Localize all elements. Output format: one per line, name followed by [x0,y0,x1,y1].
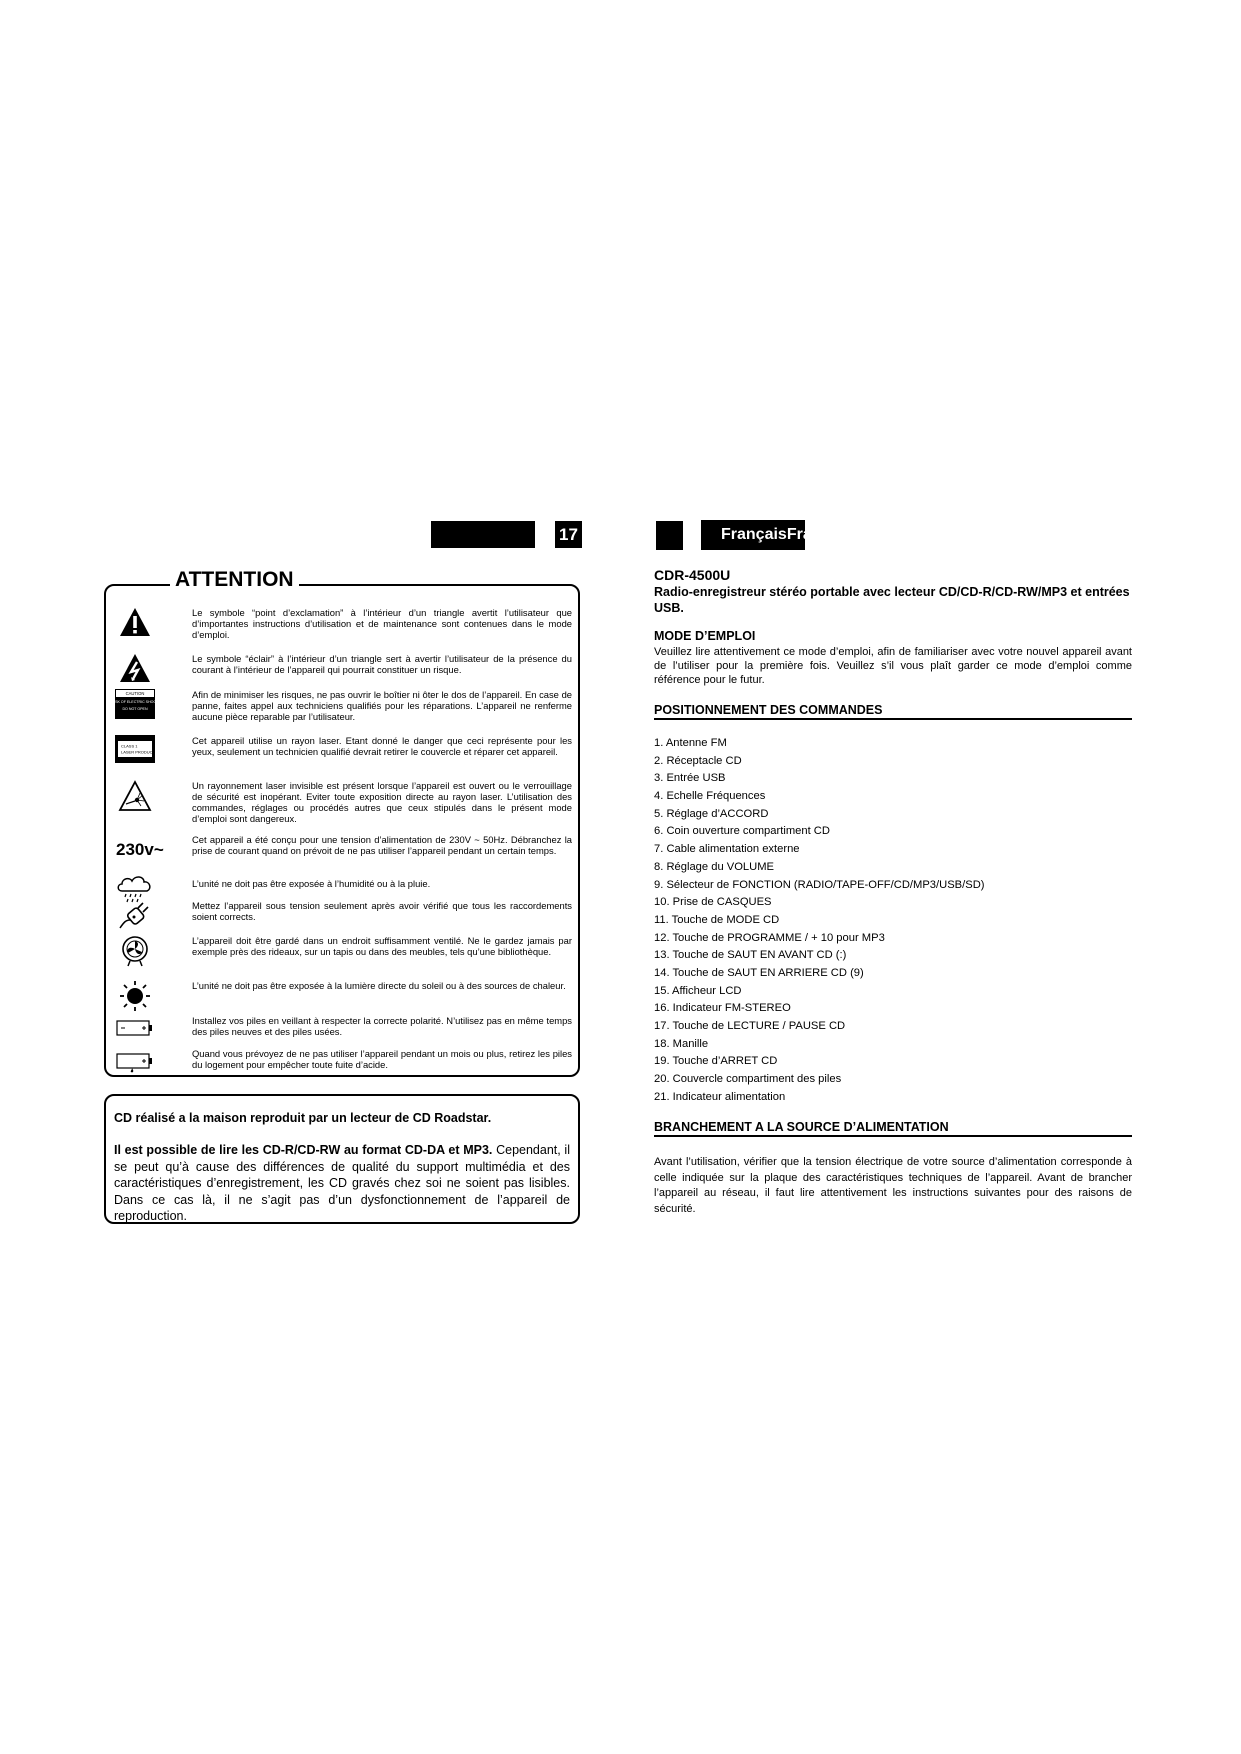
commande-item: 14. Touche de SAUT EN ARRIERE CD (9) [654,966,864,979]
product-subtitle: Radio-enregistreur stéréo portable avec lecteur CD/CD-R/CD-RW/MP3 et entrées USB. [654,585,1130,615]
mode-emploi-text: Veuillez lire attentivement ce mode d’emploi, afin de familiariser avec votre nouvel appareil avant de l’utiliser pour la première fois. Veuillez s’il vous plaît garder ce mode d’emploi comme référence pour le futur. [654,646,1132,686]
commande-item: 8. Réglage du VOLUME [654,860,775,873]
commande-item: 7. Cable alimentation externe [654,843,800,856]
exclamation-triangle-icon [112,607,158,639]
attention-item-text: Le symbole “point d’exclamation” à l’intérieur d’un triangle avertit l’utilisateur que d’importantes instructions d’utilisation et de maintenance sont contenues dans le mode d’emploi. [192,607,572,640]
caution-label-icon [112,689,158,721]
commande-item: 11. Touche de MODE CD [654,913,780,926]
attention-item-text: Cet appareil utilise un rayon laser. Etant donné le danger que ceci représente pour les yeux, seulement un technicien qualifié devrait retirer le couvercle et réparer cet appareil. [192,735,572,757]
attention-item-text: Installez vos piles en veillant à respecter la correcte polarité. N’utilisez pas en même temps des piles neuves et des piles usées. [192,1015,572,1037]
commande-item: 20. Couvercle compartiment des piles [654,1073,842,1086]
caution-label-line: DO NOT OPEN [122,707,148,711]
attention-item-text: Quand vous prévoyez de ne pas utiliser l’appareil pendant un mois ou plus, retirez les piles du logement pour empêcher toute fuite d’acide. [192,1048,572,1070]
commandes-list [654,735,1132,1106]
commande-item: 13. Touche de SAUT EN AVANT CD (:) [654,949,847,962]
cd-notice-text: Cependant, il se peut qu’à cause des différences de qualité du support multimédia et des caractéristiques d’enregistrement, les CD gravés chez soi ne soient pas lisibles. Dans ce cas là, il ne s’agit pas d’un dysfonctionnement de l’appareil de reproduction. [114,1143,570,1223]
commande-item: 16. Indicateur FM-STEREO [654,1002,791,1015]
laser-label-line: CLASS 1 [121,743,138,749]
commande-item: 3. Entrée USB [654,772,726,785]
header-right-square [656,521,683,550]
cd-notice-title: CD réalisé a la maison reproduit par un lecteur de CD Roadstar. [114,1111,492,1125]
class1-laser-label-icon [112,735,158,767]
commande-item: 21. Indicateur alimentation [654,1090,786,1103]
caution-label-line: RISK OF ELECTRIC SHOCK [111,700,159,704]
battery-polarity-icon [112,1018,158,1050]
attention-item-text: Cet appareil a été conçu pour une tension d’alimentation de 230V ~ 50Hz. Débranchez la prise de courant quand on prévoit de ne pas utiliser l’appareil pendant un certain temps. [192,834,572,856]
commande-item: 5. Réglage d’ACCORD [654,807,769,820]
page-number: 17 [555,521,582,548]
caution-label-line: CAUTION [125,691,145,696]
branchement-heading: BRANCHEMENT A LA SOURCE D’ALIMENTATION [654,1120,1132,1137]
language-tab: FrançaisFra [701,520,805,550]
voltage-label-icon [116,840,176,872]
commande-item: 9. Sélecteur de FONCTION (RADIO/TAPE-OFF/CD/MP3/USB/SD) [654,878,985,891]
sun-icon [112,980,158,1012]
product-model: CDR-4500U [654,567,731,583]
attention-item-text: Mettez l’appareil sous tension seulement après avoir vérifié que tous les raccordements soient corrects. [192,900,572,922]
attention-item-text: Afin de minimiser les risques, ne pas ouvrir le boîtier ni ôter le dos de l’appareil. En case de panne, faites appel aux techniciens qualifiés pour les réparations. L’appareil ne renferme aucune pièce reparable par l’utilisateur. [192,689,572,722]
commande-item: 1. Antenne FM [654,737,727,749]
commande-item: 6. Coin ouverture compartiment CD [654,825,830,838]
header-left-bar [431,521,535,548]
attention-item-text: L’unité ne doit pas être exposée à l’humidité ou à la pluie. [192,878,431,889]
voltage-label: 230v~ [116,840,164,859]
attention-title: ATTENTION [170,566,299,594]
commandes-heading: POSITIONNEMENT DES COMMANDES [654,703,1132,720]
commande-item: 12. Touche de PROGRAMME / + 10 pour MP3 [654,931,885,944]
attention-item-text: Le symbole “éclair” à l’intérieur d’un triangle sert à avertir l’utilisateur de la présence du courant à l’intérieur de l’appareil qui pourrait constituer un risque. [192,653,572,675]
commande-item: 15. Afficheur LCD [654,984,742,997]
attention-item-text: L’unité ne doit pas être exposée à la lumière directe du soleil ou à des sources de chaleur. [192,980,566,991]
commande-item: 17. Touche de LECTURE / PAUSE CD [654,1020,846,1032]
lightning-triangle-icon [112,653,158,685]
power-plug-icon [112,900,158,932]
commande-item: 2. Réceptacle CD [654,754,742,767]
laser-label-line: LASER PRODUCT [121,749,156,755]
commande-item: 18. Manille [654,1037,709,1050]
cd-notice-bold-intro: Il est possible de lire les CD-R/CD-RW au format CD-DA et MP3. [114,1143,493,1157]
commande-item: 4. Echelle Fréquences [654,790,766,803]
laser-triangle-icon [112,780,158,812]
battery-leak-icon [112,1051,158,1083]
commande-item: 19. Touche d’ARRET CD [654,1055,778,1068]
attention-item-text: L’appareil doit être gardé dans un endroit suffisamment ventilé. Ne le gardez jamais par exemple près des rideaux, sur un tapis ou dans des meubles, tels qu’une bibliothèque. [192,935,572,957]
mode-emploi-heading: MODE D’EMPLOI [654,629,756,643]
branchement-text: Avant l’utilisation, vérifier que la tension électrique de votre source d’alimentation corresponde à celle indiquée sur la plaque des caractéristiques techniques de l’appareil. Avant de brancher l’appareil au réseau, il faut lire attentivement les instructions suivantes pour des raisons de sécurité. [654,1156,1132,1215]
commande-item: 10. Prise de CASQUES [654,896,772,909]
cd-notice-body [114,1142,570,1225]
attention-item-text: Un rayonnement laser invisible est présent lorsque l’appareil est ouvert ou le verrouillage de sécurité est inopérant. Eviter toute exposition directe au rayon laser. L’utilisation des commandes, réglages ou procédés autres que ceux stipulés dans le présent mode d’emploi sont dangereux. [192,780,572,824]
ventilation-fan-icon [112,935,158,967]
